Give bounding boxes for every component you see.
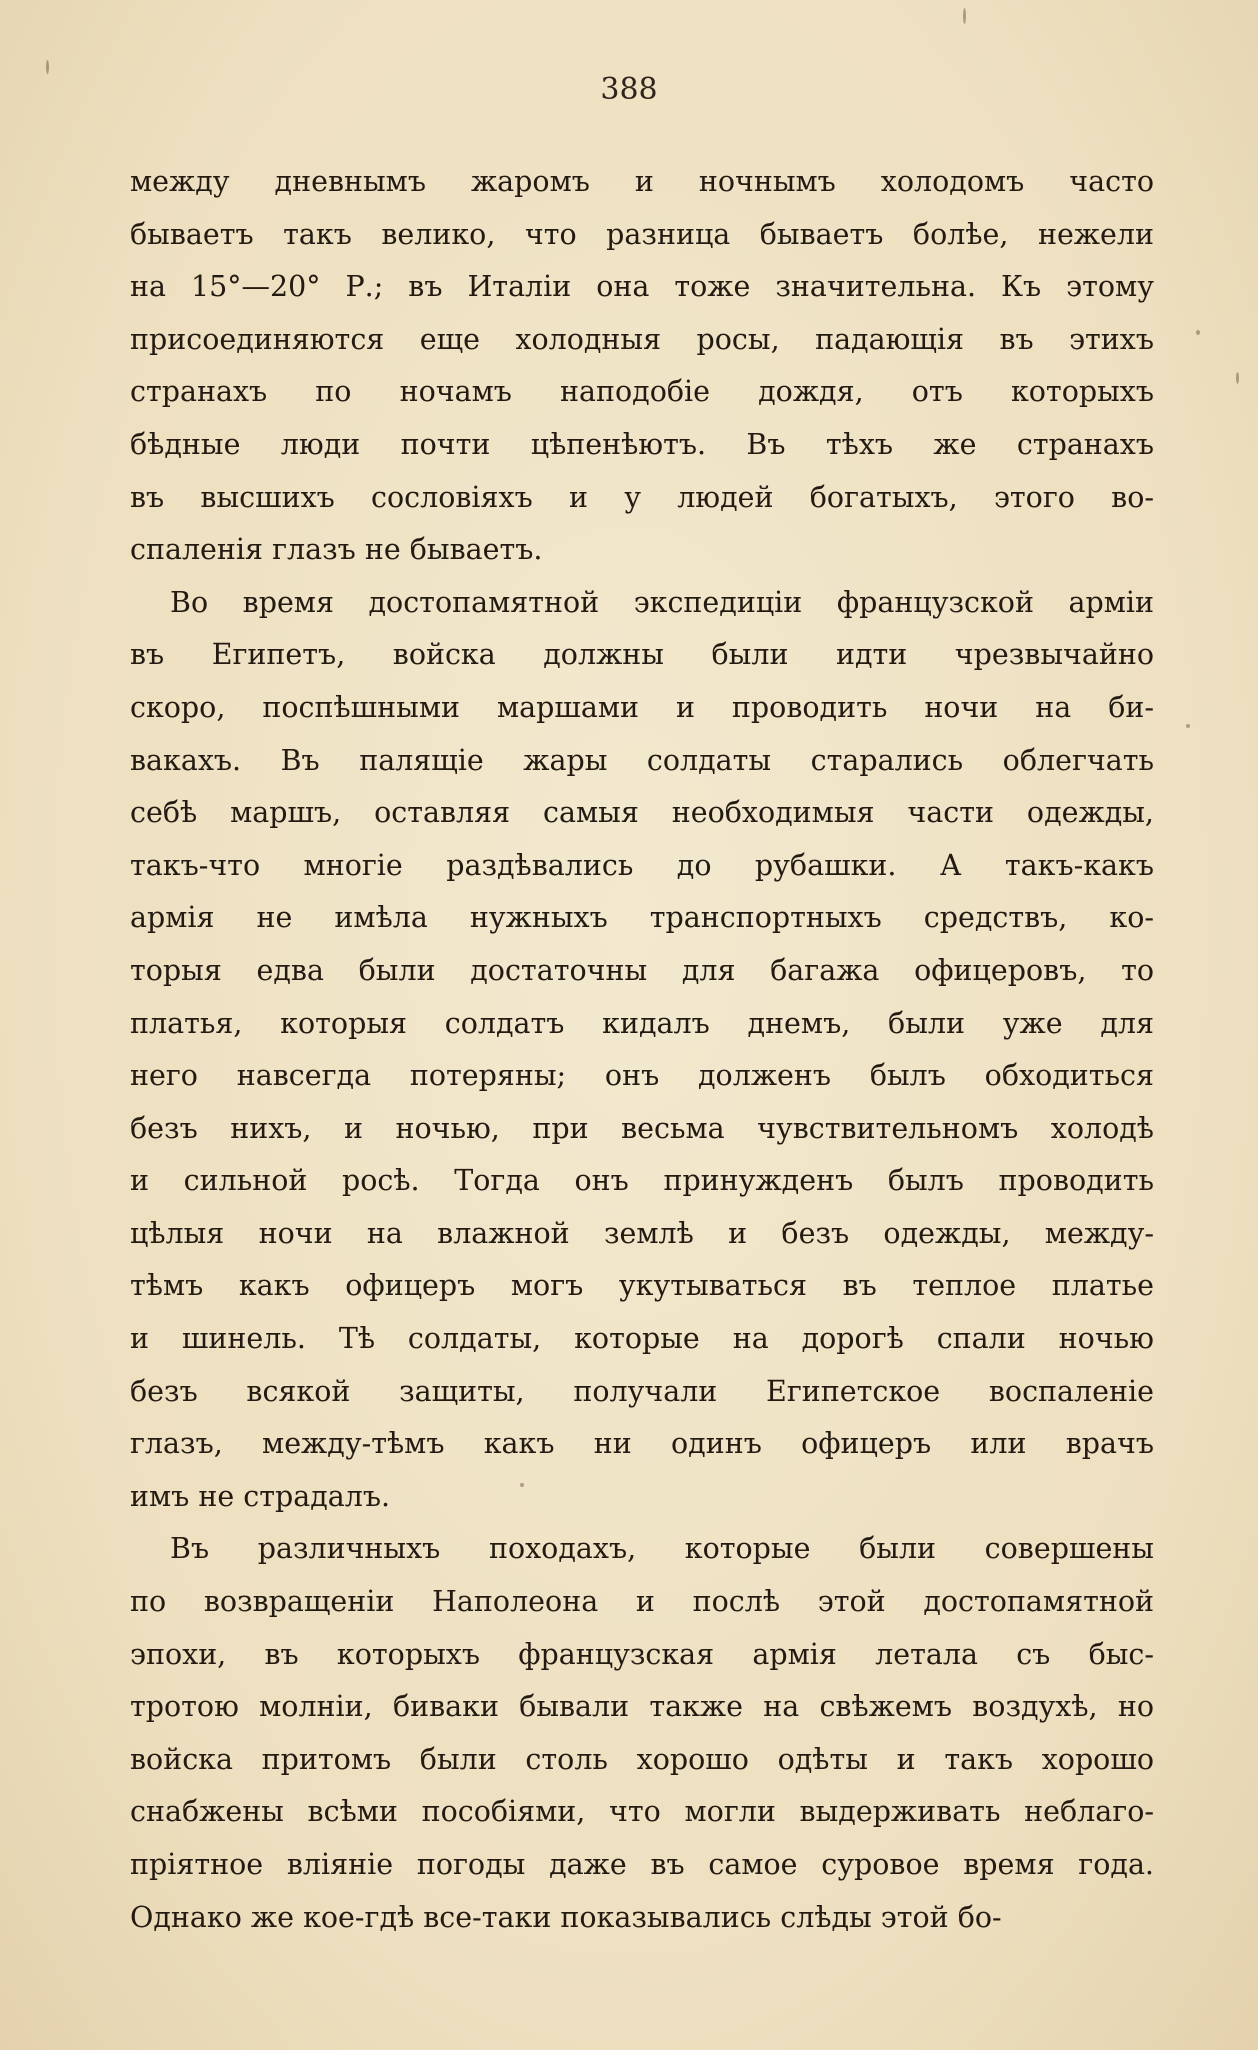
text-line: пріятное вліяніе погоды даже въ самое суровое время года.: [130, 1848, 1154, 1881]
page-speck: [1236, 372, 1239, 384]
text-line: между дневнымъ жаромъ и ночнымъ холодомъ часто: [130, 165, 1154, 198]
page-speck: [963, 8, 966, 24]
text-line: Однако же кое-гдѣ все-таки показывались слѣды этой бо-: [130, 1900, 1002, 1934]
text-line: безъ всякой защиты, получали Египетское воспаленіе: [130, 1374, 1154, 1408]
text-line: снабжены всѣми пособіями, что могли выдерживать неблаго-: [130, 1795, 1154, 1829]
text-line: глазъ, между-тѣмъ какъ ни одинъ офицеръ или врачъ: [130, 1427, 1154, 1461]
paragraph: [130, 577, 1154, 1524]
page-speck: [1186, 724, 1190, 728]
text-line: въ Египетъ, войска должны были идти чрезвычайно: [130, 638, 1154, 672]
page-number: 388: [600, 72, 658, 107]
text-line: него навсегда потеряны; онъ долженъ былъ обходиться: [130, 1059, 1154, 1093]
text-line: странахъ по ночамъ наподобіе дождя, отъ которыхъ: [130, 375, 1154, 409]
text-line: и сильной росѣ. Тогда онъ принужденъ былъ проводить: [130, 1164, 1154, 1198]
text-line: такъ-что многіе раздѣвались до рубашки. А такъ-какъ: [130, 848, 1154, 882]
text-line: имъ не страдалъ.: [130, 1479, 391, 1513]
page-speck: [46, 60, 49, 74]
page-speck: [1196, 330, 1200, 335]
text-line: вакахъ. Въ палящіе жары солдаты старались облегчать: [130, 743, 1154, 777]
text-body: [130, 156, 1154, 1944]
text-line: скоро, поспѣшными маршами и проводить ночи на би-: [130, 690, 1154, 724]
text-line: эпохи, въ которыхъ французская армія летала съ быс-: [130, 1637, 1154, 1671]
text-line: тѣмъ какъ офицеръ могъ укутываться въ теплое платье: [130, 1269, 1154, 1303]
text-line: въ высшихъ сословіяхъ и у людей богатыхъ, этого во-: [130, 480, 1154, 514]
text-line: безъ нихъ, и ночью, при весьма чувствительномъ холодѣ: [130, 1111, 1154, 1145]
text-line: на 15°—20° Р.; въ Италіи она тоже значительна. Къ этому: [130, 270, 1154, 304]
text-line: цѣлыя ночи на влажной землѣ и безъ одежды, между-: [130, 1216, 1154, 1250]
text-line: присоединяются еще холодныя росы, падающія въ этихъ: [130, 322, 1154, 356]
text-line: войска притомъ были столь хорошо одѣты и такъ хорошо: [130, 1742, 1154, 1776]
text-line: бѣдные люди почти цѣпенѣютъ. Въ тѣхъ же странахъ: [130, 427, 1154, 461]
text-line: тротою молніи, биваки бывали также на свѣжемъ воздухѣ, но: [130, 1690, 1154, 1724]
page-speck: [520, 1483, 524, 1487]
text-line: платья, которыя солдатъ кидалъ днемъ, были уже для: [130, 1006, 1154, 1040]
paragraph: [130, 1523, 1154, 1944]
text-line: и шинель. Тѣ солдаты, которые на дорогѣ спали ночью: [130, 1322, 1154, 1356]
text-line: армія не имѣла нужныхъ транспортныхъ средствъ, ко-: [130, 901, 1154, 935]
text-line: по возвращеніи Наполеона и послѣ этой достопамятной: [130, 1585, 1154, 1619]
text-line: себѣ маршъ, оставляя самыя необходимыя части одежды,: [130, 796, 1154, 830]
text-line: Въ различныхъ походахъ, которые были совершены: [170, 1532, 1154, 1566]
text-line: торыя едва были достаточны для багажа офицеровъ, то: [130, 953, 1154, 987]
paragraph: [130, 156, 1154, 577]
text-line: бываетъ такъ велико, что разница бываетъ болѣе, нежели: [130, 217, 1154, 251]
text-line: Во время достопамятной экспедиціи французской арміи: [170, 585, 1154, 619]
text-line: спаленія глазъ не бываетъ.: [130, 533, 543, 567]
